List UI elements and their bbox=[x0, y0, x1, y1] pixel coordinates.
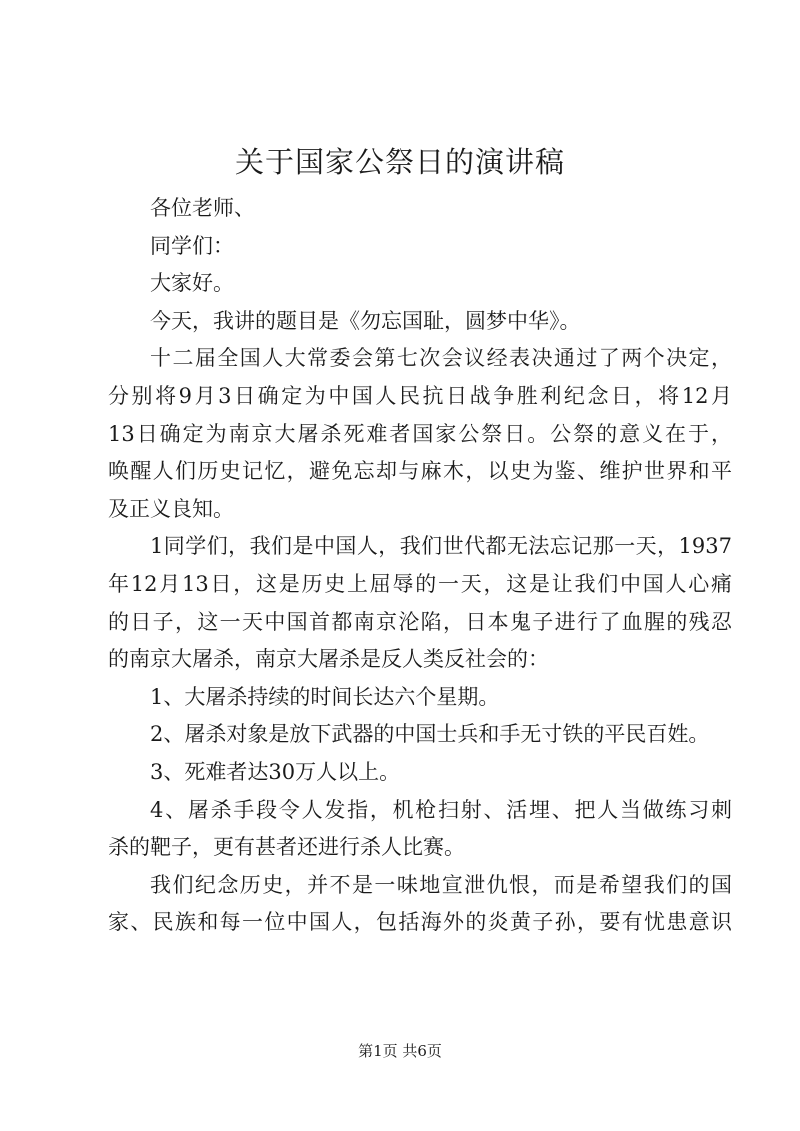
list-item: 2、屠杀对象是放下武器的中国士兵和手无寸铁的平民百姓。 bbox=[150, 722, 710, 747]
paragraph-line: 家、民族和每一位中国人，包括海外的炎黄子孙，要有忧患意识 bbox=[108, 910, 732, 935]
salutation-line: 各位老师、 bbox=[150, 196, 255, 220]
document-title: 关于国家公祭日的演讲稿 bbox=[234, 145, 565, 179]
document-body bbox=[108, 190, 732, 942]
paragraph-line: 的南京大屠杀，南京大屠杀是反人类反社会的： bbox=[108, 647, 549, 672]
list-item: 4、屠杀手段令人发指，机枪扫射、活埋、把人当做练习刺 bbox=[150, 797, 732, 822]
paragraph-line: 唤醒人们历史记忆，避免忘却与麻木，以史为鉴、维护世界和平 bbox=[108, 459, 732, 484]
paragraph-line: 年12月13日，这是历史上屈辱的一天，这是让我们中国人心痛 bbox=[108, 571, 732, 596]
topic-line: 今天，我讲的题目是《勿忘国耻，圆梦中华》。 bbox=[150, 308, 581, 333]
list-item: 杀的靶子，更有甚者还进行杀人比赛。 bbox=[108, 835, 465, 860]
paragraph-line: 及正义良知。 bbox=[108, 496, 234, 521]
paragraph-line: 1同学们，我们是中国人，我们世代都无法忘记那一天，1937 bbox=[150, 534, 732, 559]
list-item: 3、死难者达30万人以上。 bbox=[150, 759, 401, 784]
paragraph-line: 我们纪念历史，并不是一味地宣泄仇恨，而是希望我们的国 bbox=[150, 872, 732, 897]
page-footer: 第1页 共6页 bbox=[358, 1042, 442, 1060]
greeting-line: 大家好。 bbox=[150, 271, 234, 296]
list-item: 1、大屠杀持续的时间长达六个星期。 bbox=[150, 684, 500, 709]
paragraph-line: 13日确定为南京大屠杀死难者国家公祭日。公祭的意义在于， bbox=[108, 421, 732, 446]
paragraph-line: 的日子，这一天中国首都南京沦陷，日本鬼子进行了血腥的残忍 bbox=[108, 609, 732, 634]
paragraph-line: 分别将9月3日确定为中国人民抗日战争胜利纪念日，将12月 bbox=[108, 383, 732, 408]
paragraph-line: 十二届全国人大常委会第七次会议经表决通过了两个决定， bbox=[150, 346, 732, 371]
salutation-line: 同学们： bbox=[150, 233, 234, 258]
